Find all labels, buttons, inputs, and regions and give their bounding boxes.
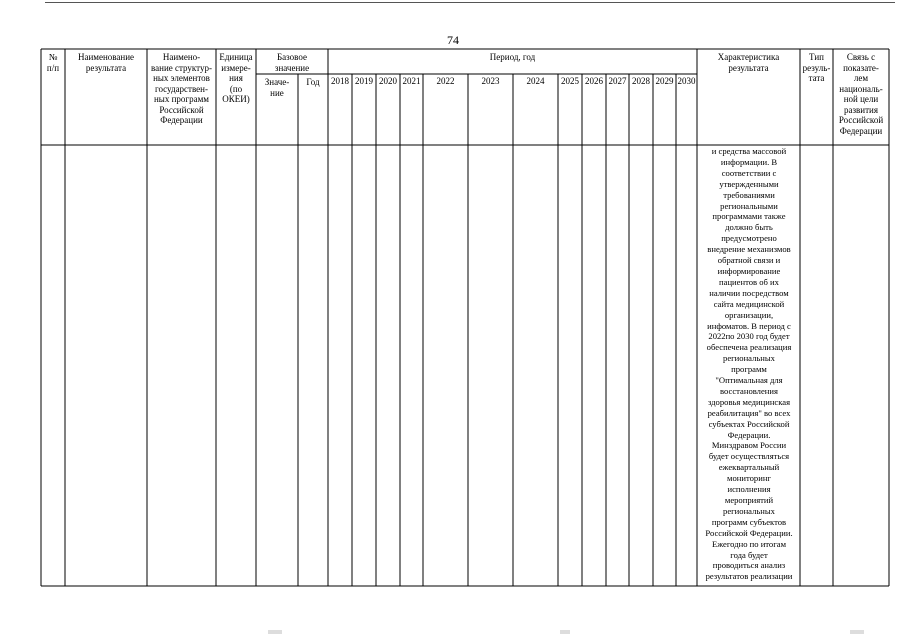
year-2024: 2024 [526,76,545,86]
header-characteristic: Характеристика результата [717,52,780,73]
year-2029: 2029 [655,76,674,86]
year-2026: 2026 [585,76,603,86]
header-baseline-value: Значе- ние [264,77,290,98]
header-num: № п/п [46,52,60,73]
year-2022: 2022 [436,76,455,86]
header-period: Период, год [489,52,536,62]
characteristic-text: и средства массовой информации. В соответствии с утвержденными требованиями региональными программами также должно быть предусмотрено внедрение механизмов обратной связи и информирование пациентов об их наличии посредством сайта медицинской организации, инфоматов. В период с 2022по 2030 год будет обеспечена реализация региональных программ "Оптимальная для восстановления здоровья медицинская реабилитация" во всех субъектах Российской Федерации. Минздравом России будет осуществляться ежеквартальный мониторинг исполнения мероприятий региональных программ субъектов Российской Федерации. Ежегодно по итогам года будет проводиться анализ результатов реализации [705,146,793,582]
header-national-goal-link: Связь с показате- лем националь- ной цели развития Российской Федерации [838,52,884,136]
page-number: 74 [447,33,459,47]
year-2020: 2020 [379,76,397,86]
year-2019: 2019 [355,76,373,86]
header-result-type: Тип резуль- тата [802,52,831,83]
header-structural-elements: Наимено- вание структур- ных элементов государствен- ных программ Российской Федерации [151,52,212,125]
year-2027: 2027 [608,76,627,86]
header-baseline: Базовое значение [274,52,310,73]
scan-artifact [560,630,570,634]
header-unit: Единица измере- ния (по ОКЕИ) [219,52,253,104]
year-2023: 2023 [481,76,500,86]
scan-artifact [850,630,864,634]
year-2030: 2030 [677,76,696,86]
year-2028: 2028 [632,76,650,86]
header-result-name: Наименование результата [77,52,135,73]
year-2025: 2025 [561,76,579,86]
scan-artifact [268,630,282,634]
year-2018: 2018 [331,76,349,86]
year-2021: 2021 [402,76,421,86]
header-baseline-year: Год [306,77,320,87]
